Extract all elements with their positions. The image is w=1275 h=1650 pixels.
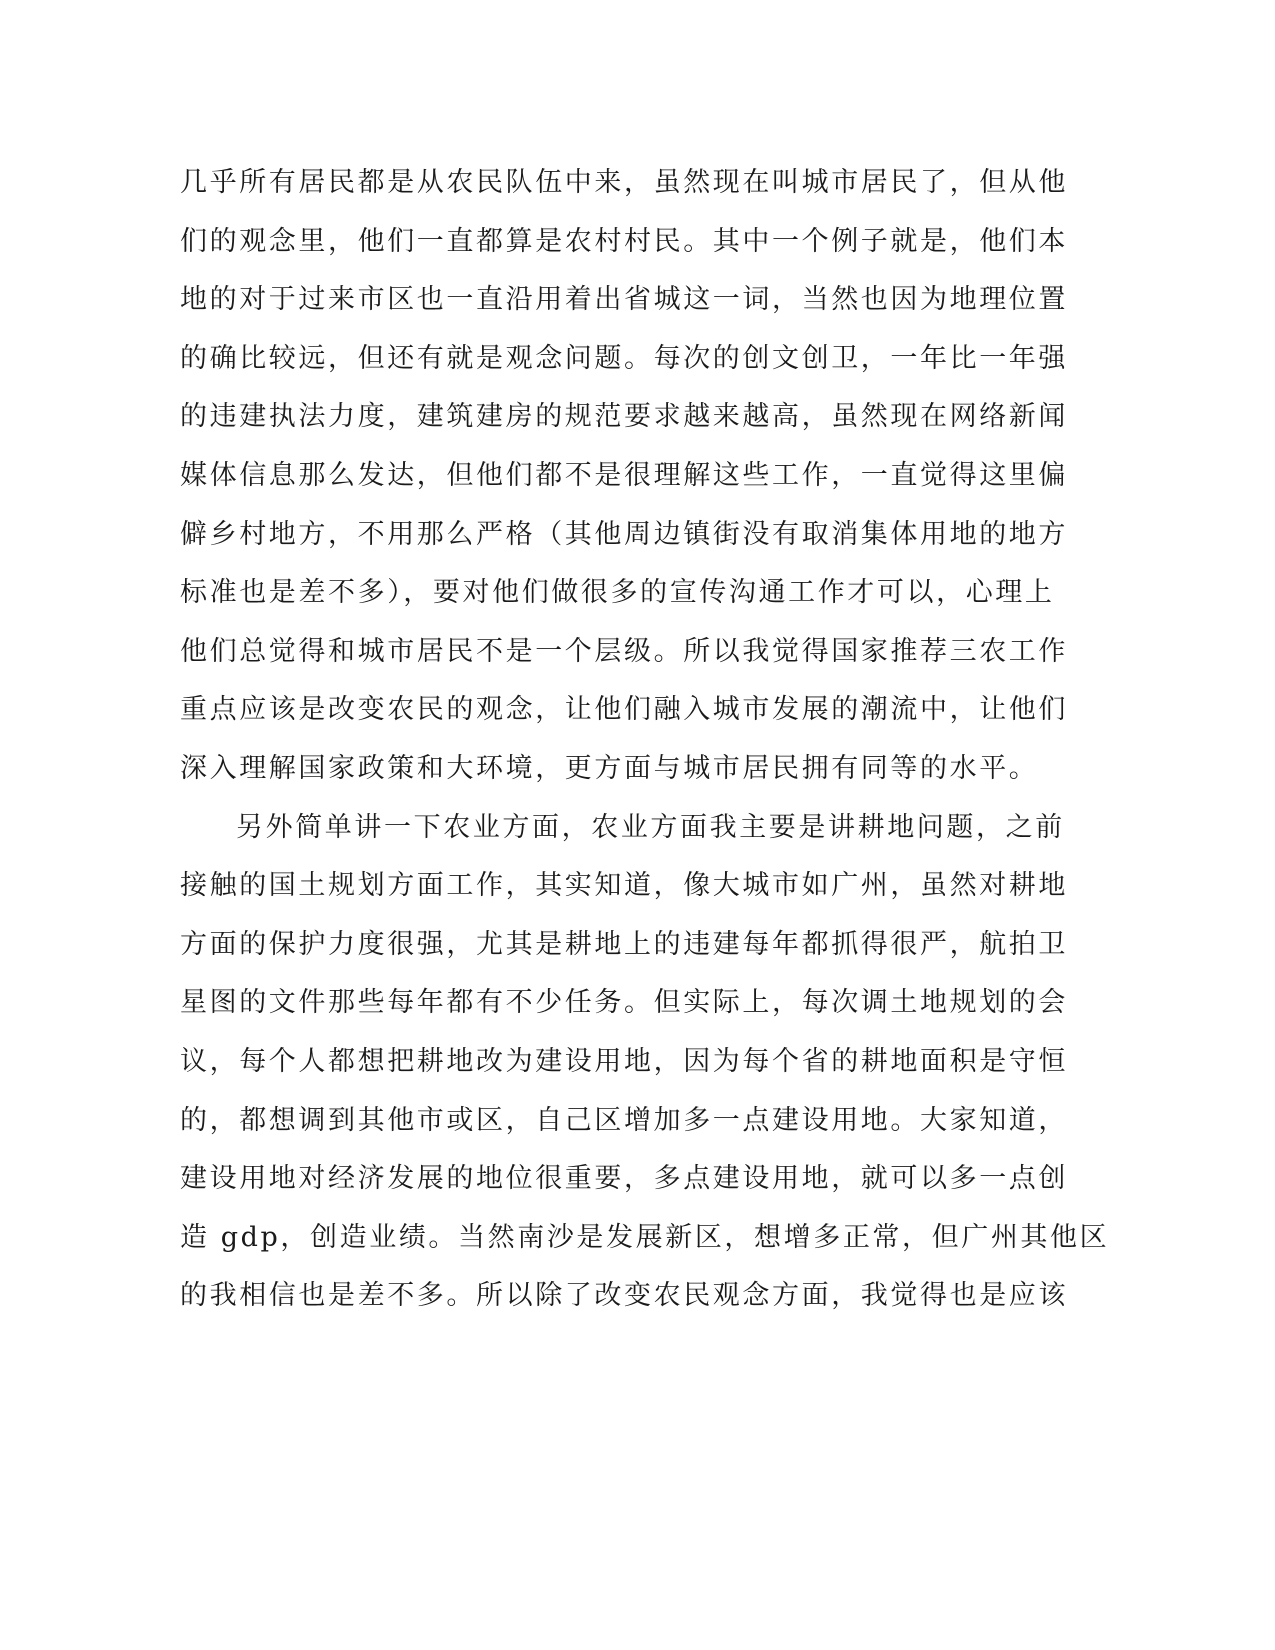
text-line: 的违建执法力度，建筑建房的规范要求越来越高，虽然现在网络新闻 (180, 401, 1068, 433)
text-line: 标准也是差不多），要对他们做很多的宣传沟通工作才可以，心理上 (180, 577, 1055, 609)
text-line: 的我相信也是差不多。所以除了改变农民观念方面，我觉得也是应该 (180, 1280, 1068, 1312)
text-line: 建设用地对经济发展的地位很重要，多点建设用地，就可以多一点创 (180, 1163, 1068, 1195)
paragraph-2 (180, 799, 1110, 1326)
text-line: 地的对于过来市区也一直沿用着出省城这一词，当然也因为地理位置 (180, 284, 1068, 316)
text-line: 接触的国土规划方面工作，其实知道，像大城市如广州，虽然对耕地 (180, 870, 1068, 902)
text-line: 几乎所有居民都是从农民队伍中来，虽然现在叫城市居民了，但从他 (180, 167, 1068, 198)
text-line: 的，都想调到其他市或区，自己区增加多一点建设用地。大家知道， (180, 1104, 1068, 1136)
body-text (180, 154, 1110, 1326)
text-line: 另外简单讲一下农业方面，农业方面我主要是讲耕地问题，之前 (236, 811, 1065, 843)
text-line: 僻乡村地方，不用那么严格（其他周边镇街没有取消集体用地的地方 (180, 518, 1068, 550)
text-line: 方面的保护力度很强，尤其是耕地上的违建每年都抓得很严，航拍卫 (180, 928, 1068, 960)
text-line: 重点应该是改变农民的观念，让他们融入城市发展的潮流中，让他们 (180, 694, 1068, 726)
text-line: 他们总觉得和城市居民不是一个层级。所以我觉得国家推荐三农工作 (180, 635, 1068, 667)
text-line: 议，每个人都想把耕地改为建设用地，因为每个省的耕地面积是守恒 (180, 1045, 1068, 1077)
text-line: 媒体信息那么发达，但他们都不是很理解这些工作，一直觉得这里偏 (180, 459, 1068, 491)
text-line: 们的观念里，他们一直都算是农村村民。其中一个例子就是，他们本 (180, 225, 1068, 257)
text-line: 造 gdp，创造业绩。当然南沙是发展新区，想增多正常，但广州其他区 (180, 1221, 1110, 1253)
paragraph-1 (180, 154, 1068, 799)
text-line: 的确比较远，但还有就是观念问题。每次的创文创卫，一年比一年强 (180, 342, 1068, 374)
text-line: 深入理解国家政策和大环境，更方面与城市居民拥有同等的水平。 (180, 752, 1039, 784)
text-line: 星图的文件那些每年都有不少任务。但实际上，每次调土地规划的会 (180, 987, 1068, 1019)
